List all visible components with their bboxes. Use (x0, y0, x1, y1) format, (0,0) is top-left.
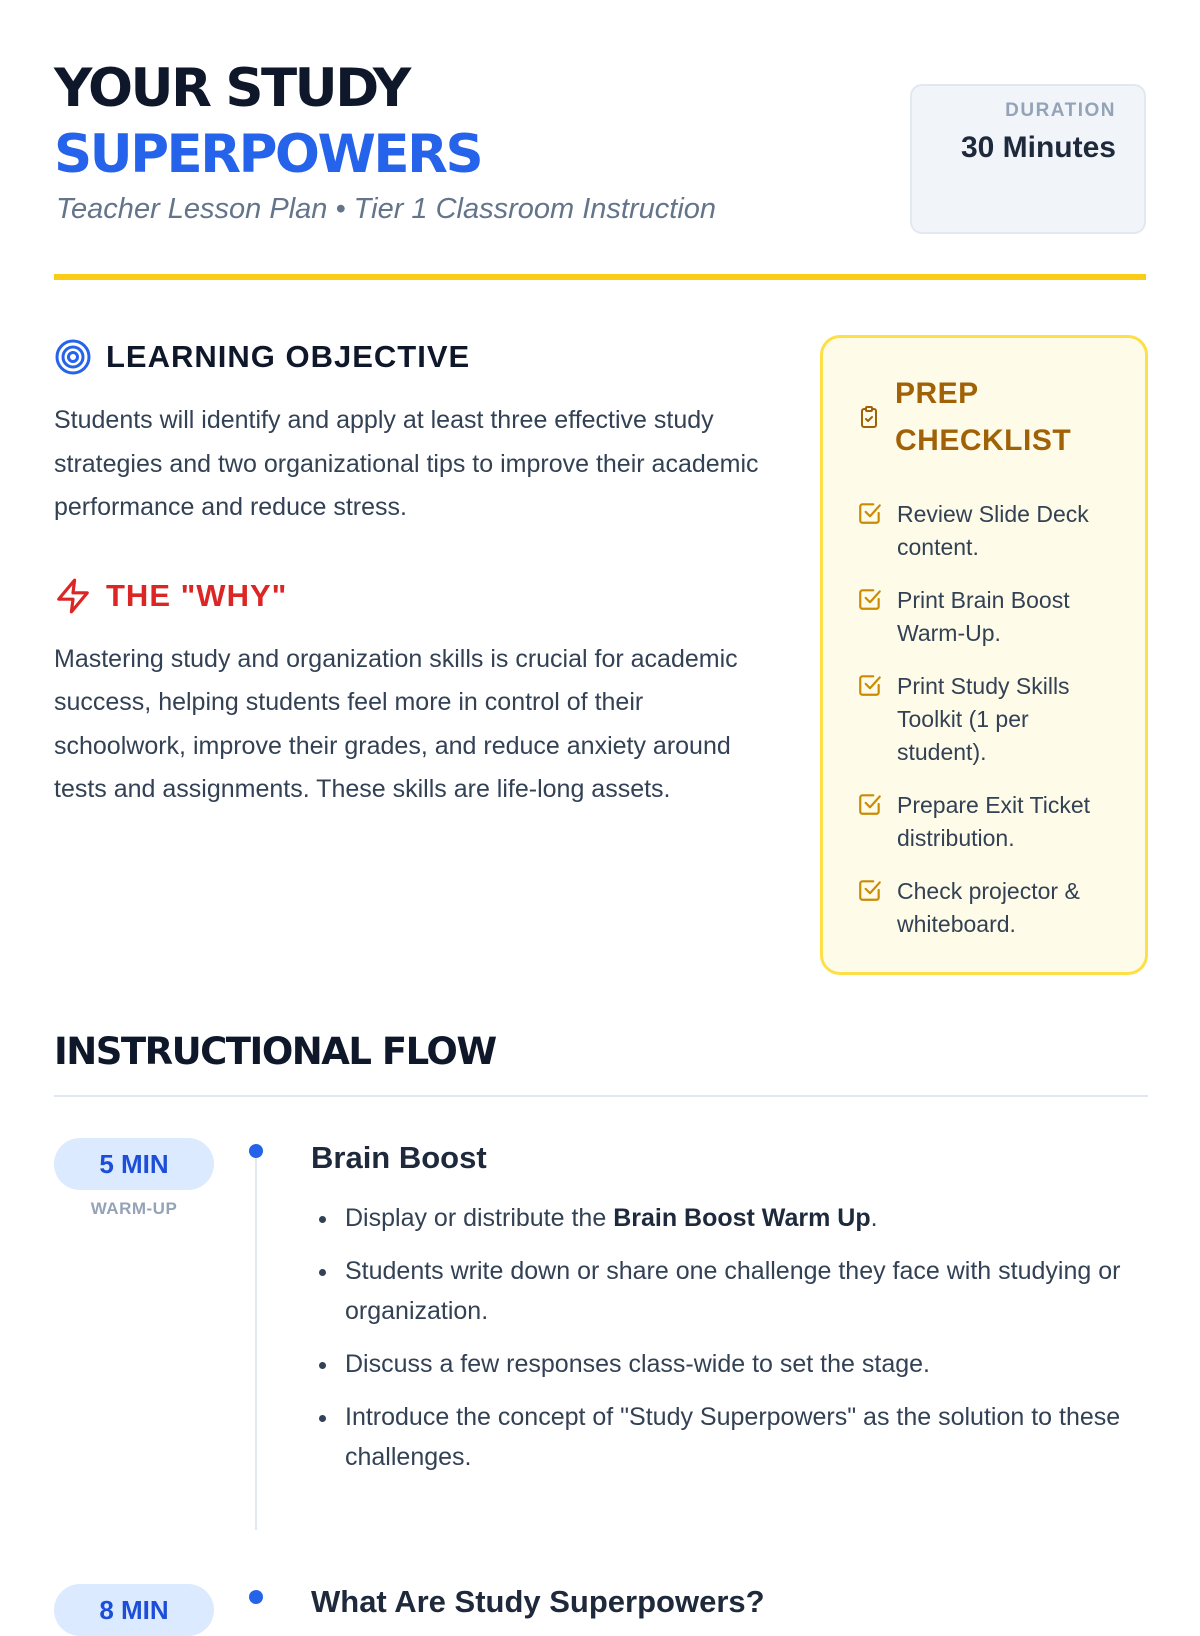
checklist-item-text: Print Brain Boost Warm-Up. (897, 587, 1070, 646)
bullet-text: Introduce the concept of "Study Superpowers" as the solution to these challenges. (345, 1403, 1121, 1471)
checklist-title (857, 370, 1115, 464)
checklist-item (857, 584, 1115, 650)
checklist-item-text: Print Study Skills Toolkit (1 per student). (897, 673, 1070, 765)
step-time-pill: 5 MIN (54, 1138, 214, 1190)
duration-label: DURATION (1005, 100, 1116, 121)
checklist-item (857, 670, 1115, 769)
duration-box (910, 84, 1146, 234)
step-bullet (311, 1251, 1141, 1331)
bullet-text-end: . (870, 1204, 878, 1232)
duration-value: 30 Minutes (960, 131, 1116, 164)
objective-heading-text: LEARNING OBJECTIVE (106, 339, 471, 374)
clipboard-icon (857, 405, 881, 429)
checklist-title-text: PREP CHECKLIST (895, 377, 1072, 457)
header (54, 0, 1146, 280)
checklist-item-text: Review Slide Deck content. (897, 501, 1089, 560)
prep-checklist (820, 335, 1148, 975)
timeline-dot (249, 1144, 263, 1158)
subtitle: Teacher Lesson Plan • Tier 1 Classroom Instruction (56, 193, 717, 225)
step-bullet (311, 1198, 1141, 1238)
checklist-item (857, 875, 1115, 941)
step-bullet (311, 1344, 1141, 1384)
flow-heading: INSTRUCTIONAL FLOW (54, 1030, 496, 1073)
checklist-item-text: Prepare Exit Ticket distribution. (897, 792, 1091, 851)
objective-text: Students will identify and apply at least three effective study strategies and two organizational tips to improve their academic performance and reduce stress. (54, 406, 759, 521)
bullet-text: Students write down or share one challenge they face with studying or organization. (345, 1257, 1121, 1325)
checklist-item (857, 789, 1115, 855)
check-square-icon (857, 672, 883, 698)
bullet-bold-text: Brain Boost Warm Up (613, 1204, 871, 1232)
why-heading-text: THE "WHY" (106, 577, 288, 613)
timeline-line (255, 1158, 257, 1530)
step-time-pill: 8 MIN (54, 1584, 214, 1636)
step-phase-label: WARM-UP (90, 1199, 178, 1218)
checklist-item-text: Check projector & whiteboard. (897, 878, 1080, 937)
left-column (54, 335, 774, 812)
check-square-icon (857, 877, 883, 903)
target-icon (54, 338, 92, 376)
flow-divider (54, 1095, 1148, 1097)
header-divider (54, 274, 1146, 280)
check-square-icon (857, 586, 883, 612)
step-bullet (311, 1397, 1141, 1477)
check-square-icon (857, 791, 883, 817)
objective-heading (54, 335, 774, 379)
title-line-1: YOUR STUDY (54, 58, 409, 119)
timeline-dot (249, 1590, 263, 1604)
lightning-icon (54, 577, 92, 615)
step-title: What Are Study Superpowers? (311, 1584, 765, 1619)
bullet-text: Discuss a few responses class-wide to set the stage. (345, 1350, 930, 1378)
why-text: Mastering study and organization skills is crucial for academic success, helping students feel more in control of their schoolwork, improve their grades, and reduce anxiety around tests and assignments. These skills are life-long assets. (54, 644, 738, 803)
step-bullets (311, 1198, 1141, 1490)
check-square-icon (857, 500, 883, 526)
checklist-item (857, 498, 1115, 564)
step-title: Brain Boost (311, 1140, 487, 1175)
title-line-2: SUPERPOWERS (54, 124, 482, 185)
bullet-text: Display or distribute the (345, 1204, 614, 1232)
why-heading (54, 574, 774, 618)
